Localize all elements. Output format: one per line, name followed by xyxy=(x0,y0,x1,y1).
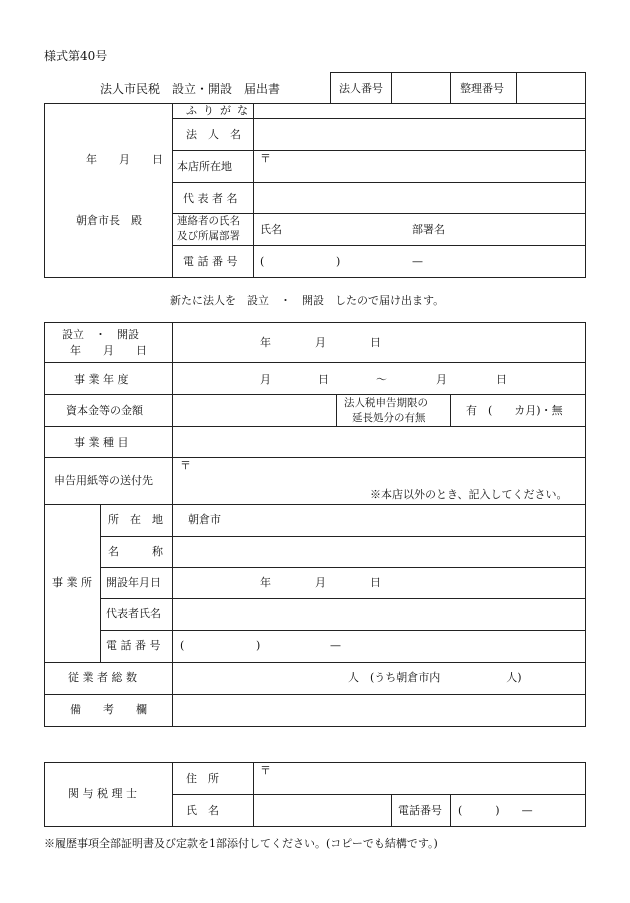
office-phone-label: 電 話 番 号 xyxy=(106,639,161,652)
employees-label: 従 業 者 総 数 xyxy=(68,671,137,684)
extension-value[interactable]: 有 ( カ月)・無 xyxy=(466,404,563,417)
mailing-postal-mark: 〒 xyxy=(180,459,191,472)
est-date-field[interactable] xyxy=(173,323,585,362)
tax-accountant-label: 関 与 税 理 士 xyxy=(68,787,137,800)
representative-field[interactable] xyxy=(254,183,585,213)
recipient-mayor: 朝倉市長 殿 xyxy=(76,214,142,227)
submission-date: 年 月 日 xyxy=(86,153,163,166)
est-label-bottom: 年 月 日 xyxy=(70,344,147,357)
ref-number-field[interactable] xyxy=(517,73,585,103)
contact-name-field[interactable] xyxy=(285,214,405,245)
form-number: 様式第40号 xyxy=(44,49,108,63)
est-date-value: 年 月 日 xyxy=(260,336,381,349)
office-open-date-label: 開設年月日 xyxy=(106,576,161,589)
contact-dept-label: 部署名 xyxy=(412,223,445,236)
corp-name-field[interactable] xyxy=(254,119,585,150)
office-rep-field[interactable] xyxy=(173,599,585,630)
hq-address-label: 本店所在地 xyxy=(177,160,232,173)
furigana-field[interactable] xyxy=(254,104,585,118)
hq-address-field[interactable] xyxy=(254,151,585,182)
business-type-field[interactable] xyxy=(173,427,585,457)
business-type-label: 事 業 種 目 xyxy=(74,436,129,449)
tax-accountant-name-field[interactable] xyxy=(254,795,391,826)
corp-number-label: 法人番号 xyxy=(339,82,383,95)
furigana-label: ふりがな xyxy=(186,104,254,117)
corp-name-label: 法 人 名 xyxy=(186,128,241,141)
notice-text: 新たに法人を 設立 ・ 開設 したので届け出ます。 xyxy=(170,294,445,307)
tax-accountant-address-field[interactable] xyxy=(254,763,585,794)
corp-number-field[interactable] xyxy=(392,73,450,103)
fiscal-tilde: ～ xyxy=(376,373,387,386)
form-title: 法人市民税 設立・開設 届出書 xyxy=(100,82,281,96)
capital-label: 資本金等の金額 xyxy=(66,404,143,417)
fiscal-year-label: 事 業 年 度 xyxy=(74,373,129,386)
office-phone-dash: — xyxy=(330,639,341,652)
office-phone-close: ) xyxy=(256,639,261,652)
contact-label-1: 連絡者の氏名 xyxy=(177,215,240,227)
capital-field[interactable] xyxy=(173,395,336,426)
remarks-label: 備 考 欄 xyxy=(70,703,147,716)
fiscal-year-field[interactable] xyxy=(173,363,585,394)
representative-label: 代 表 者 名 xyxy=(183,192,238,205)
est-label-top: 設立 ・ 開設 xyxy=(62,328,139,341)
office-phone-open: ( xyxy=(180,639,185,652)
contact-dept-field[interactable] xyxy=(450,214,585,245)
tax-accountant-phone-value[interactable]: ( ) — xyxy=(458,804,533,817)
ref-number-label: 整理番号 xyxy=(460,82,504,95)
fiscal-day-2: 日 xyxy=(496,373,507,386)
office-phone-field[interactable] xyxy=(173,631,585,662)
fiscal-day-1: 日 xyxy=(318,373,329,386)
office-name-field[interactable] xyxy=(173,537,585,567)
fiscal-month-2: 月 xyxy=(436,373,447,386)
office-name-label: 名 称 xyxy=(108,545,163,558)
extension-label-2: 延長処分の有無 xyxy=(352,412,426,424)
phone-dash: — xyxy=(412,255,423,268)
phone-label: 電 話 番 号 xyxy=(183,255,238,268)
tax-accountant-name-label: 氏 名 xyxy=(186,804,219,817)
mailing-note: ※本店以外のとき、記入してください。 xyxy=(370,488,568,501)
hq-postal-mark: 〒 xyxy=(260,152,271,165)
footer-note: ※履歴事項全部証明書及び定款を1部添付してください。(コピーでも結構です。) xyxy=(44,837,438,850)
phone-field[interactable] xyxy=(254,246,585,277)
phone-close: ) xyxy=(336,255,341,268)
employees-value[interactable]: 人 (うち朝倉市内 人) xyxy=(348,671,522,684)
contact-name-label: 氏名 xyxy=(260,223,282,236)
office-section-label: 事 業 所 xyxy=(52,576,92,589)
office-rep-label: 代表者氏名 xyxy=(106,607,161,620)
phone-open: ( xyxy=(260,255,265,268)
remarks-field[interactable] xyxy=(173,695,585,726)
office-open-date-value[interactable]: 年 月 日 xyxy=(260,576,381,589)
mailing-address-field[interactable] xyxy=(173,458,585,488)
office-location-label: 所 在 地 xyxy=(108,513,163,526)
extension-label-1: 法人税申告期限の xyxy=(344,397,428,409)
mailing-label: 申告用紙等の送付先 xyxy=(54,474,153,487)
fiscal-month-1: 月 xyxy=(260,373,271,386)
office-location-value[interactable]: 朝倉市 xyxy=(188,513,221,526)
tax-accountant-postal-mark: 〒 xyxy=(260,764,271,777)
contact-label-2: 及び所属部署 xyxy=(177,230,240,242)
tax-accountant-address-label: 住 所 xyxy=(186,772,219,785)
tax-accountant-phone-label: 電話番号 xyxy=(398,804,442,817)
